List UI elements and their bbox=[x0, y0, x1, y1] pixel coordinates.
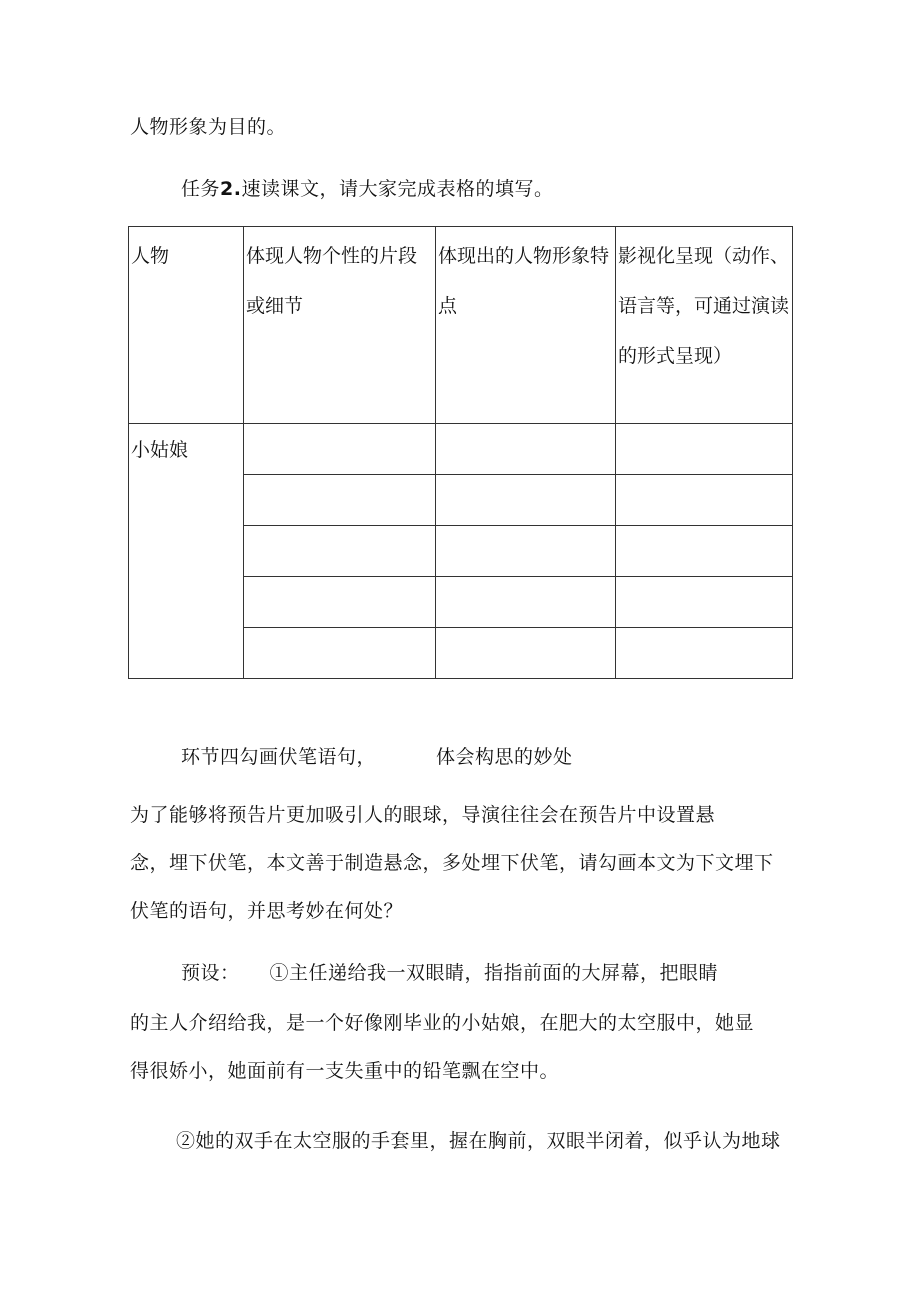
character-cell: 小姑娘 bbox=[129, 424, 244, 679]
table-cell[interactable] bbox=[616, 424, 793, 475]
section-title-a: 环节四勾画伏笔语句， bbox=[181, 746, 377, 768]
table-cell[interactable] bbox=[436, 526, 616, 577]
task-suffix: 速读课文，请大家完成表格的填写。 bbox=[241, 178, 554, 200]
table-cell[interactable] bbox=[616, 526, 793, 577]
table-cell[interactable] bbox=[436, 424, 616, 475]
table-cell[interactable] bbox=[244, 628, 436, 679]
header-cell-details: 体现人物个性的片段或细节 bbox=[244, 227, 436, 424]
text-line-1: 人物形象为目的。 bbox=[130, 116, 287, 138]
paragraph-line: 伏笔的语句，并思考妙在何处？ bbox=[130, 900, 404, 922]
preset-line bbox=[181, 960, 718, 986]
table-row bbox=[129, 424, 793, 475]
table-cell[interactable] bbox=[436, 628, 616, 679]
paragraph-line: 为了能够将预告片更加吸引人的眼球，导演往往会在预告片中设置悬 bbox=[130, 804, 716, 826]
table-cell[interactable] bbox=[244, 475, 436, 526]
header-cell-character: 人物 bbox=[129, 227, 244, 424]
task-number: 2. bbox=[220, 178, 242, 200]
table-cell[interactable] bbox=[616, 475, 793, 526]
paragraph-line: 的主人介绍给我，是一个好像刚毕业的小姑娘，在肥大的太空服中，她显 bbox=[130, 1012, 755, 1034]
preset-text: ①主任递给我一双眼睛，指指前面的大屏幕，把眼睛 bbox=[269, 962, 719, 984]
table-cell[interactable] bbox=[616, 628, 793, 679]
task-prefix: 任务 bbox=[181, 178, 221, 200]
section-title-b: 体会构思的妙处 bbox=[436, 746, 573, 768]
task-table bbox=[128, 226, 793, 679]
table-cell[interactable] bbox=[616, 577, 793, 628]
table-cell[interactable] bbox=[436, 475, 616, 526]
paragraph-line: 念，埋下伏笔，本文善于制造悬念，多处埋下伏笔，请勾画本文为下文埋下 bbox=[130, 852, 774, 874]
table-cell[interactable] bbox=[244, 577, 436, 628]
paragraph-line: 得很娇小，她面前有一支失重中的铅笔飘在空中。 bbox=[130, 1060, 560, 1082]
paragraph-line: ②她的双手在太空服的手套里，握在胸前，双眼半闭着，似乎认为地球 bbox=[176, 1130, 781, 1152]
preset-label: 预设： bbox=[181, 962, 240, 984]
table-cell[interactable] bbox=[244, 424, 436, 475]
section-4-heading bbox=[181, 744, 573, 770]
task-2-heading bbox=[181, 176, 553, 202]
table-cell[interactable] bbox=[436, 577, 616, 628]
header-cell-presentation: 影视化呈现（动作、语言等，可通过演读的形式呈现） bbox=[616, 227, 793, 424]
table-cell[interactable] bbox=[244, 526, 436, 577]
header-cell-traits: 体现出的人物形象特点 bbox=[436, 227, 616, 424]
table-header-row bbox=[129, 227, 793, 424]
